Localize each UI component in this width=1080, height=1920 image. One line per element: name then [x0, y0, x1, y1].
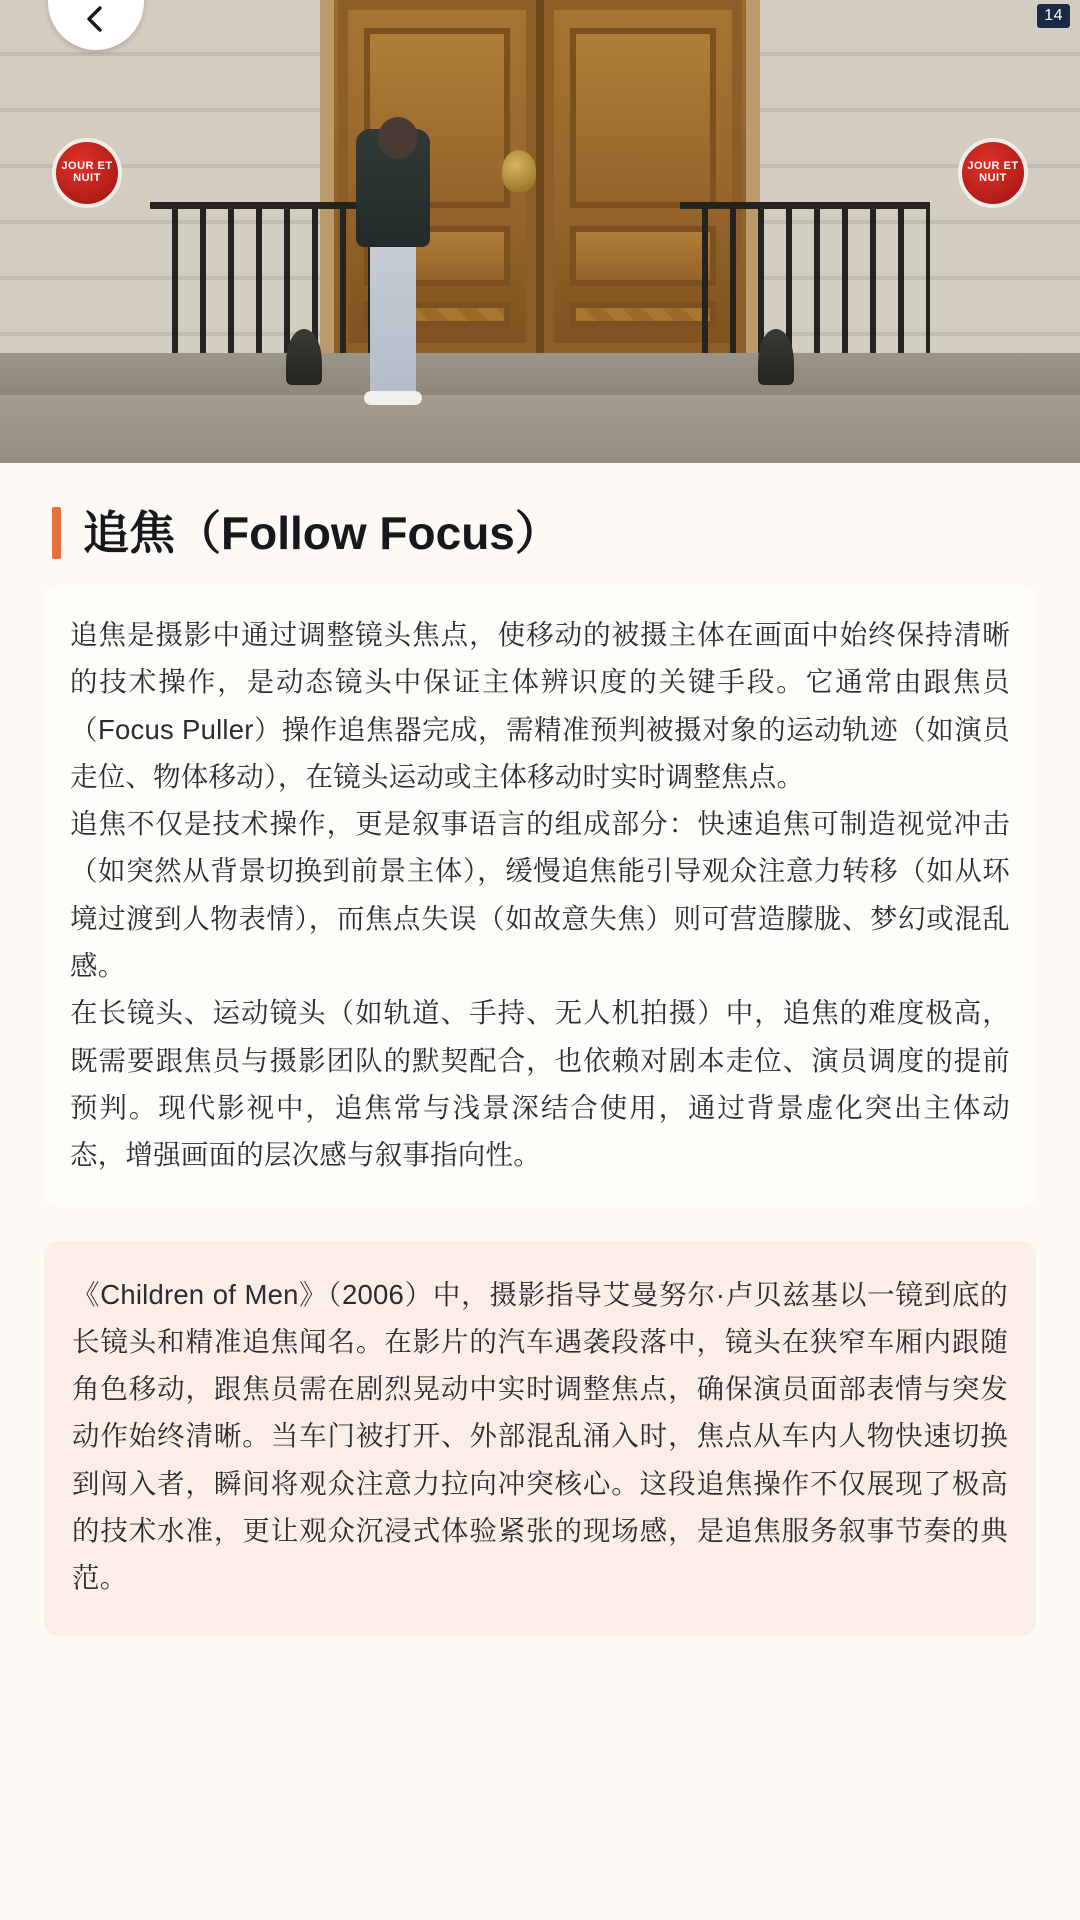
jour-et-nuit-sign-right: JOUR ET NUIT: [958, 138, 1028, 208]
definition-paragraph: 在长镜头、运动镜头（如轨道、手持、无人机拍摄）中，追焦的难度极高，既需要跟焦员与摄影团队的默契配合，也依赖对剧本走位、演员调度的提前预判。现代影视中，追焦常与浅景深结合使用，通过背景虚化突出主体动态，增强画面的层次感与叙事指向性。: [70, 997, 1010, 1171]
definition-card: [44, 585, 1036, 1207]
door-inset: [570, 28, 716, 208]
page-number-badge: 14: [1037, 4, 1070, 28]
chevron-left-icon: [79, 2, 113, 36]
person-shoes: [364, 391, 422, 405]
page-title: [0, 463, 1080, 585]
building-facade: [0, 0, 1080, 463]
title-text: 追焦（Follow Focus）: [83, 506, 561, 559]
person-head: [378, 117, 418, 159]
iron-railing-right: [680, 203, 930, 353]
definition-paragraph: 追焦是摄影中通过调整镜头焦点，使移动的被摄主体在画面中始终保持清晰的技术操作，是动态镜头中保证主体辨识度的关键手段。它通常由跟焦员（Focus Puller）操作追焦器完成，需精准预判被摄对象的运动轨迹（如演员走位、物体移动），在镜头运动或主体移动时实时调整焦点。: [70, 619, 1010, 792]
person-figure: [356, 97, 430, 397]
jour-et-nuit-sign-left: JOUR ET NUIT: [52, 138, 122, 208]
pavement: [0, 395, 1080, 463]
door-knocker-icon: [502, 150, 536, 192]
stone-step: [0, 353, 1080, 395]
title-accent-bar: [52, 507, 61, 559]
hero-image: [0, 0, 1080, 463]
example-card: [44, 1241, 1036, 1636]
example-paragraph: 《Children of Men》（2006）中，摄影指导艾曼努尔·卢贝兹基以一镜到底的长镜头和精准追焦闻名。在影片的汽车遇袭段落中，镜头在狭窄车厢内跟随角色移动，跟焦员需在剧烈晃动中实时调整焦点，确保演员面部表情与突发动作始终清晰。当车门被打开、外部混乱涌入时，焦点从车内人物快速切换到闯入者，瞬间将观众注意力拉向冲突核心。这段追焦操作不仅展现了极高的技术水准，更让观众沉浸式体验紧张的现场感，是追焦服务叙事节奏的典范。: [72, 1278, 1008, 1594]
door-center-seam: [536, 0, 544, 353]
person-legs: [370, 237, 416, 397]
article-content: [0, 463, 1080, 1920]
definition-paragraph: 追焦不仅是技术操作，更是叙事语言的组成部分：快速追焦可制造视觉冲击（如突然从背景切换到前景主体），缓慢追焦能引导观众注意力转移（如从环境过渡到人物表情），而焦点失误（如故意失焦）则可营造朦胧、梦幻或混乱感。: [70, 808, 1010, 982]
